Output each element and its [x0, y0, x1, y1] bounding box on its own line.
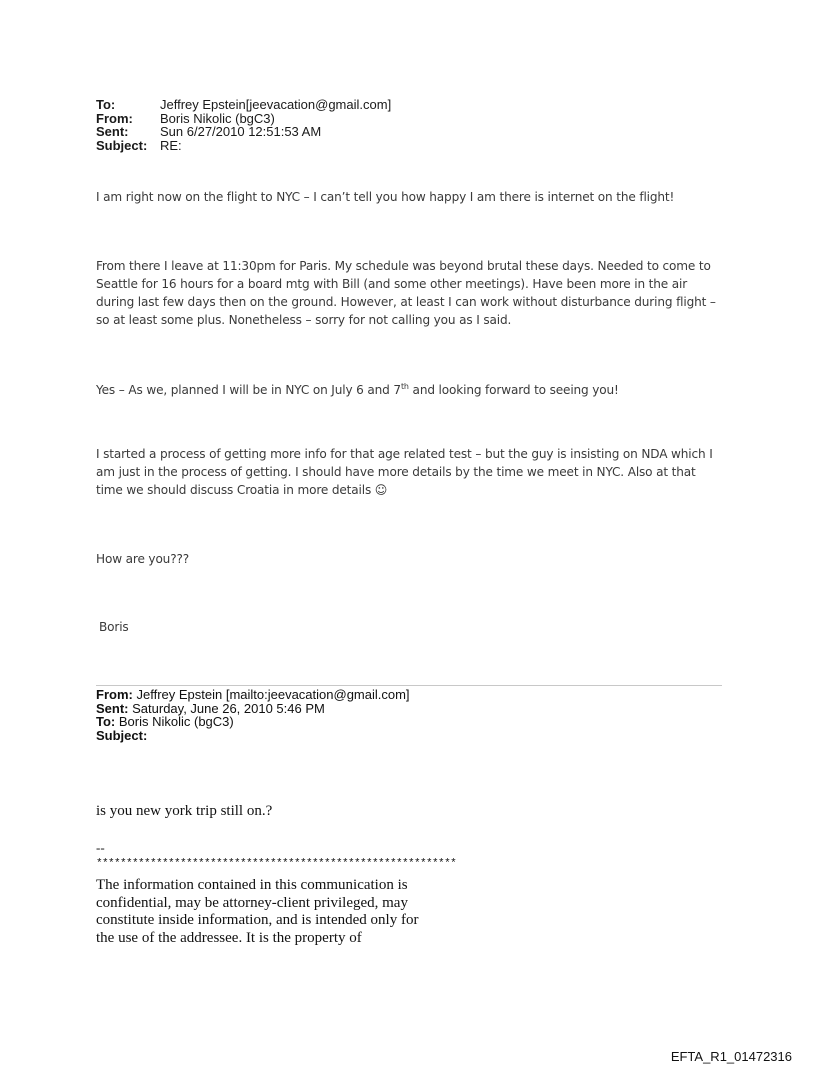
document-id: EFTA_R1_01472316	[670, 1049, 792, 1064]
subject-row	[96, 139, 391, 153]
forwarded-header	[96, 688, 410, 742]
sent-row	[96, 125, 391, 139]
from-row	[96, 112, 391, 126]
to-value: Jeffrey Epstein[jeevacation@gmail.com]	[160, 97, 392, 112]
fwd-to-value: Boris Nikolic (bgC3)	[118, 714, 234, 729]
fwd-subject-row	[96, 729, 410, 743]
sent-value: Sun 6/27/2010 12:51:53 AM	[160, 124, 322, 139]
body-paragraph-1: I am right now on the flight to NYC – I can’t tell you how happy I am there is internet on the flight!	[96, 190, 675, 204]
disclaimer	[96, 877, 418, 947]
from-label: From:	[96, 110, 133, 126]
body-paragraph-5: How are you???	[96, 552, 190, 566]
body-paragraph-3-text: Yes – As we, planned I will be in NYC on July 6 and 7	[96, 383, 401, 398]
fwd-sent-row	[96, 702, 410, 716]
signature: Boris	[99, 620, 129, 634]
disclaimer-line-4: the use of the addressee. It is the property of	[96, 929, 362, 946]
subject-value: RE:	[160, 137, 182, 153]
sent-label: Sent:	[96, 124, 129, 139]
body-paragraph-3-rest: and looking forward to seeing you!	[408, 383, 619, 398]
subject-label: Subject:	[96, 137, 148, 153]
forwarded-message: is you new york trip still on.?	[96, 803, 273, 819]
divider	[96, 685, 722, 686]
fwd-to-label: To:	[96, 714, 116, 729]
body-paragraph-2: From there I leave at 11:30pm for Paris. My schedule was beyond brutal these days. Needed to come to Seattle for 16 hours for a board mtg with Bill (and some other meetings). Have been more in the air during last few days then on the ground. However, at least I can work without disturbance during flight – so at least some plus. Nonetheless – sorry for not calling you as I said.	[96, 259, 716, 327]
fwd-sent-label: Sent:	[96, 700, 129, 716]
to-label: To:	[96, 97, 116, 112]
from-value: Boris Nikolic (bgC3)	[160, 110, 275, 126]
fwd-sent-value: Saturday, June 26, 2010 5:46 PM	[132, 700, 325, 716]
stars-separator: ************************************************************	[96, 858, 457, 870]
fwd-subject-label: Subject:	[96, 727, 148, 743]
fwd-to-row	[96, 715, 410, 729]
email-header	[96, 98, 391, 152]
disclaimer-line-2: confidential, may be attorney-client privileged, may	[96, 894, 408, 911]
fwd-from-label: From:	[96, 687, 133, 702]
disclaimer-line-1: The information contained in this communication is	[96, 877, 408, 893]
fwd-from-row	[96, 688, 410, 702]
body-paragraph-3-sup: th	[400, 382, 409, 391]
to-row	[96, 98, 391, 112]
body-paragraph-3	[96, 378, 726, 399]
body-paragraph-4: I started a process of getting more info for that age related test – but the guy is insisting on NDA which I am just in the process of getting. I should have more details by the time we meet in NYC. Also at that time we should discuss Croatia in more details ☺	[96, 447, 713, 497]
signature-dashes: --	[96, 840, 105, 855]
disclaimer-line-3: constitute inside information, and is intended only for	[96, 912, 419, 928]
fwd-from-value: Jeffrey Epstein [mailto:jeevacation@gmail.com]	[136, 687, 410, 702]
